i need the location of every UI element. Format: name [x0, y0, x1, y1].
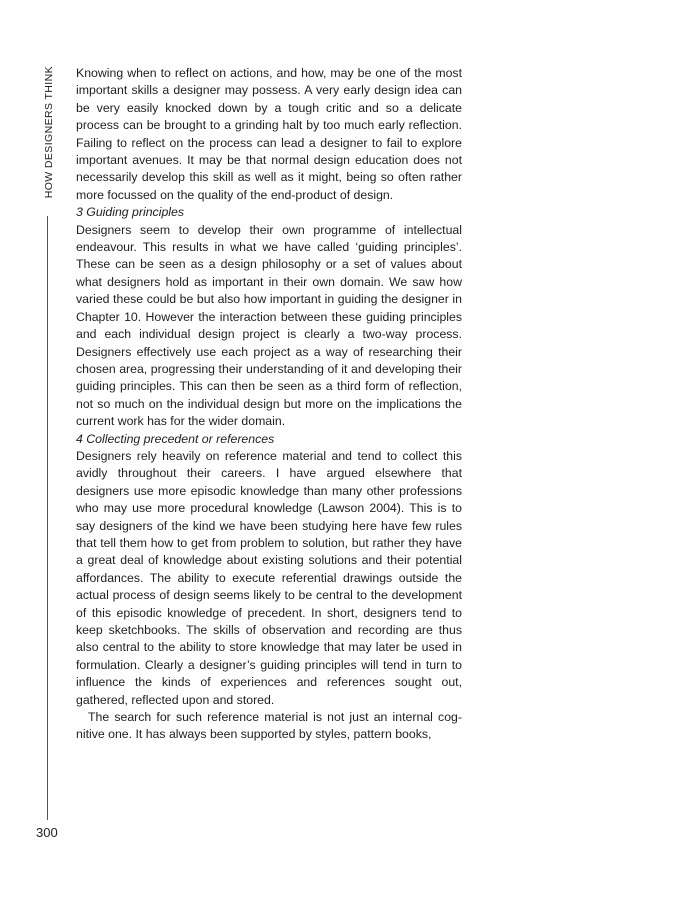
section-heading-guiding-principles: 3 Guiding principles	[76, 205, 185, 220]
body-text	[76, 65, 462, 744]
running-head-text: HOW DESIGNERS THINK	[43, 66, 55, 199]
section-heading-collecting-precedent: 4 Collecting precedent or references	[76, 431, 275, 446]
paragraph-reference-search: The search for such reference material is not just an internal cognitive one. It has always been supported by styles, pattern books,	[76, 710, 462, 742]
paragraph-collecting-precedent: Designers rely heavily on reference material and tend to collect this avidly throughout their careers. I have argued elsewhere that designers use more episodic knowledge than many other professions who may use more procedural knowledge (Lawson 2004). This is to say designers of the kind we have been studying here have few rules that tell them how to get from problem to solution, but rather they have a great deal of knowledge about existing solutions and their potential affordances. The ability to execute referential drawings outside the actual process of design seems likely to be central to the development of this episodic knowledge of precedent. In short, designers tend to keep sketchbooks. The skills of observation and recording are thus also central to the ability to store knowledge that may later be used in formulation. Clearly a designer’s guiding principles will tend in turn to influence the kinds of experiences and references sought out, gathered, reflected upon and stored.	[76, 448, 462, 707]
paragraph-guiding-principles: Designers seem to develop their own programme of intellectual endeavour. This results in what we have called ‘guiding principles’. These can be seen as a design philosophy or a set of values about what designers hold as important in their own domain. We saw how varied these could be but also how important in guiding the designer in Chapter 10. However the interaction between these guiding principles and each individual design project is clearly a two-way process. Designers effectively use each project as a way of researching their chosen area, progressing their understanding of it and developing their guiding principles. This can then be seen as a third form of reflection, not so much on the individual design but more on the implications the current work has for the wider domain.	[76, 222, 462, 429]
paragraph-reflection: Knowing when to reflect on actions, and how, may be one of the most important skills a designer may possess. A very early design idea can be very easily knocked down by a tough critic and so a delicate process can be brought to a grinding halt by too much early reflection. Failing to reflect on the process can lead a designer to fail to explore important avenues. It may be that normal design education does not necessarily develop this skill as well as it might, being so often rather more focussed on the quality of the end-product of design.	[76, 66, 462, 202]
running-head	[42, 66, 56, 206]
page-number: 300	[36, 825, 58, 840]
margin-rule	[47, 216, 48, 820]
